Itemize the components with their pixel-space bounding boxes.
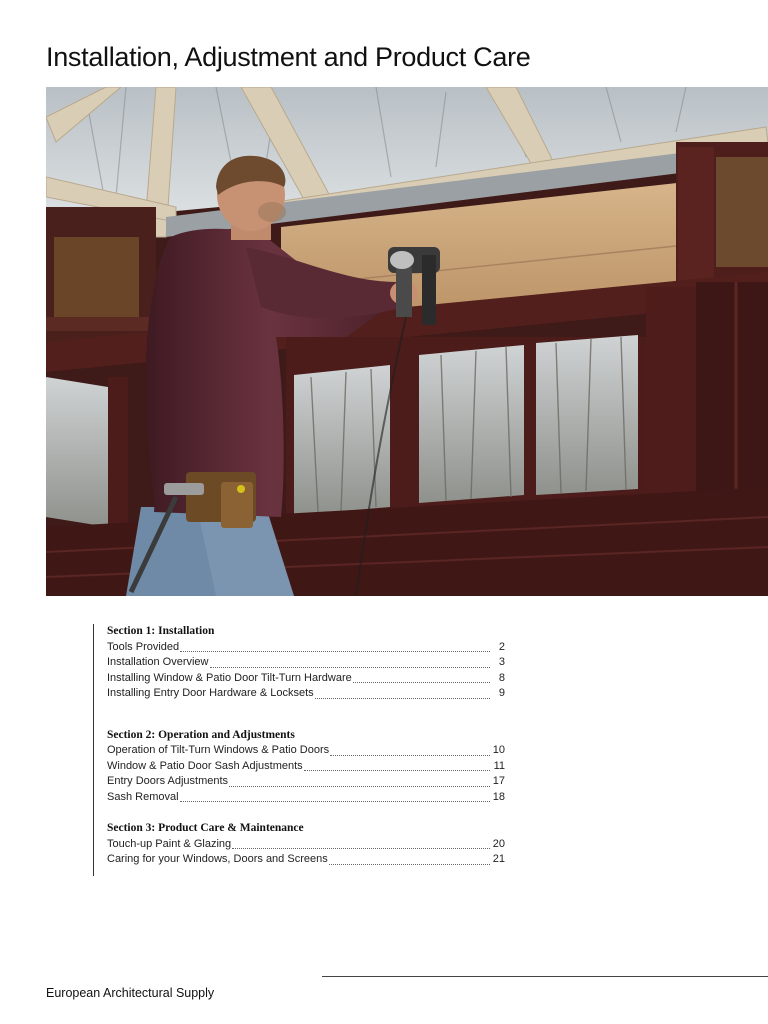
toc-entry-title: Touch-up Paint & Glazing — [107, 837, 232, 850]
toc-entry-page: 11 — [493, 759, 505, 772]
toc-entry[interactable] — [107, 686, 505, 702]
toc-entry-title: Operation of Tilt-Turn Windows & Patio Doors — [107, 744, 330, 756]
toc-entry[interactable] — [107, 774, 505, 790]
toc-entry-title: Installation Overview — [107, 656, 209, 668]
footer-brand: European Architectural Supply — [46, 986, 215, 1000]
toc-leader-dots — [229, 778, 490, 787]
toc-entry[interactable] — [107, 640, 505, 656]
toc-entry[interactable] — [107, 671, 505, 687]
toc-entry[interactable] — [107, 837, 505, 853]
toc-leader-dots — [232, 840, 490, 849]
page-title: Installation, Adjustment and Product Care — [46, 42, 531, 72]
toc-entry-title: Caring for your Windows, Doors and Screens — [107, 853, 328, 865]
toc-entry-page: 3 — [498, 656, 505, 668]
toc-entry-page: 21 — [492, 853, 505, 865]
toc-entry[interactable] — [107, 759, 505, 775]
toc-section-heading: Section 1: Installation — [107, 625, 215, 637]
toc-entry-page: 10 — [492, 744, 505, 756]
toc-leader-dots — [353, 674, 490, 683]
toc-leader-dots — [315, 690, 490, 699]
cover-photo — [46, 87, 768, 596]
toc-section-installation — [107, 624, 505, 702]
toc-entry-page: 8 — [498, 671, 505, 684]
toc-entry-title: Installing Window & Patio Door Tilt-Turn Hardware — [107, 671, 352, 684]
toc-section-heading: Section 2: Operation and Adjustments — [107, 728, 295, 741]
toc-entry[interactable] — [107, 743, 505, 759]
toc-entry-title: Sash Removal — [107, 790, 179, 803]
footer-divider — [322, 976, 768, 977]
toc-entry-title: Entry Doors Adjustments — [107, 775, 229, 787]
toc-leader-dots — [329, 856, 490, 865]
toc-leader-dots — [210, 659, 491, 668]
toc-entry-page: 18 — [492, 790, 505, 803]
toc-entry-title: Installing Entry Door Hardware & Locksets — [107, 687, 314, 699]
toc-leader-dots — [180, 643, 490, 652]
toc-leader-dots — [304, 762, 490, 771]
photo-illustration — [46, 87, 768, 596]
toc-entry-page: 17 — [492, 775, 505, 787]
table-of-contents — [93, 624, 505, 876]
toc-entry-page: 9 — [498, 687, 505, 699]
toc-leader-dots — [330, 747, 490, 756]
toc-entry-page: 2 — [498, 640, 505, 653]
toc-entry[interactable] — [107, 852, 505, 868]
toc-leader-dots — [180, 793, 490, 802]
toc-entry-title: Window & Patio Door Sash Adjustments — [107, 759, 303, 772]
toc-entry-page: 20 — [492, 837, 505, 850]
toc-section-heading: Section 3: Product Care & Maintenance — [107, 822, 304, 834]
toc-entry[interactable] — [107, 655, 505, 671]
toc-entry[interactable] — [107, 790, 505, 806]
toc-section-operation — [107, 728, 505, 806]
toc-section-care — [107, 821, 505, 868]
toc-entry-title: Tools Provided — [107, 640, 180, 653]
